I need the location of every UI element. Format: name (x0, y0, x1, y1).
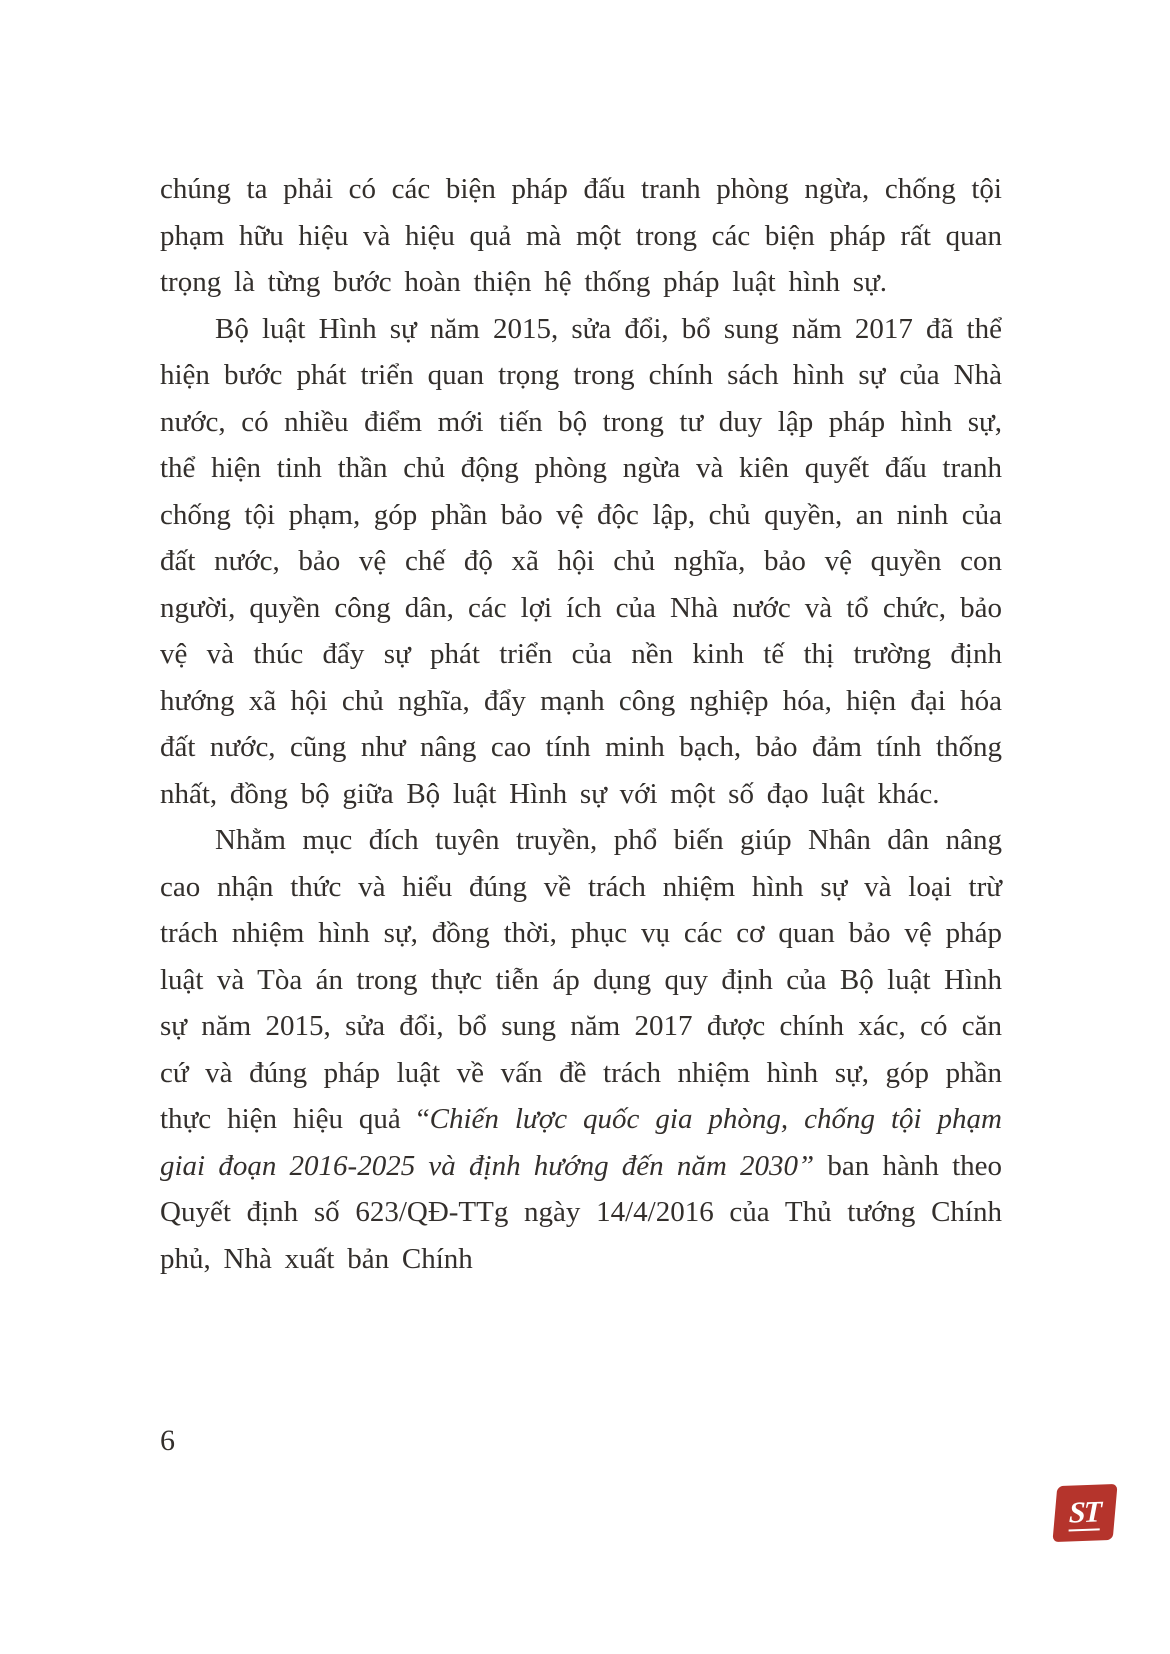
paragraph-bo-luat-hinh-su: Bộ luật Hình sự năm 2015, sửa đổi, bổ sung năm 2017 đã thể hiện bước phát triển quan trọng trong chính sách hình sự của Nhà nước, có nhiều điểm mới tiến bộ trong tư duy lập pháp hình sự, thể hiện tinh thần chủ động phòng ngừa và kiên quyết đấu tranh chống tội phạm, góp phần bảo vệ độc lập, chủ quyền, an ninh của đất nước, bảo vệ chế độ xã hội chủ nghĩa, bảo vệ quyền con người, quyền công dân, các lợi ích của Nhà nước và tổ chức, bảo vệ và thúc đẩy sự phát triển của nền kinh tế thị trường định hướng xã hội chủ nghĩa, đẩy mạnh công nghiệp hóa, hiện đại hóa đất nước, cũng như nâng cao tính minh bạch, bảo đảm tính thống nhất, đồng bộ giữa Bộ luật Hình sự với một số đạo luật khác. (160, 312, 1002, 810)
paragraph-continuation: chúng ta phải có các biện pháp đấu tranh phòng ngừa, chống tội phạm hữu hiệu và hiệu quả mà một trong các biện pháp rất quan trọng là từng bước hoàn thiện hệ thống pháp luật hình sự. (160, 173, 1002, 298)
paragraph3-regular-text: Nhằm mục đích tuyên truyền, phổ biến giúp Nhân dân nâng cao nhận thức và hiểu đúng về trách nhiệm hình sự và loại trừ trách nhiệm hình sự, đồng thời, phục vụ các cơ quan bảo vệ pháp luật và Tòa án trong thực tiễn áp dụng quy định của Bộ luật Hình sự năm 2015, sửa đổi, bổ sung năm 2017 được chính xác, có căn cứ và đúng pháp luật về vấn đề trách nhiệm hình sự, góp phần thực hiện hiệu quả “ (160, 824, 1002, 1135)
paragraph-nham-muc-dich (160, 817, 1002, 1282)
publisher-logo-text: ST (1069, 1495, 1101, 1529)
body-text (160, 166, 1002, 1282)
paragraph3-italic-quote: Chiến lược quốc gia phòng, chống tội phạm giai đoạn 2016-2025 và định hướng đến năm 2030” (160, 1103, 1002, 1182)
publisher-logo (1054, 1485, 1117, 1541)
paragraph3-closing-text: ban hành theo Quyết định số 623/QĐ-TTg ngày 14/4/2016 của Thủ tướng Chính phủ, Nhà xuất bản Chính (160, 1149, 1003, 1275)
page-number: 6 (160, 1424, 175, 1457)
